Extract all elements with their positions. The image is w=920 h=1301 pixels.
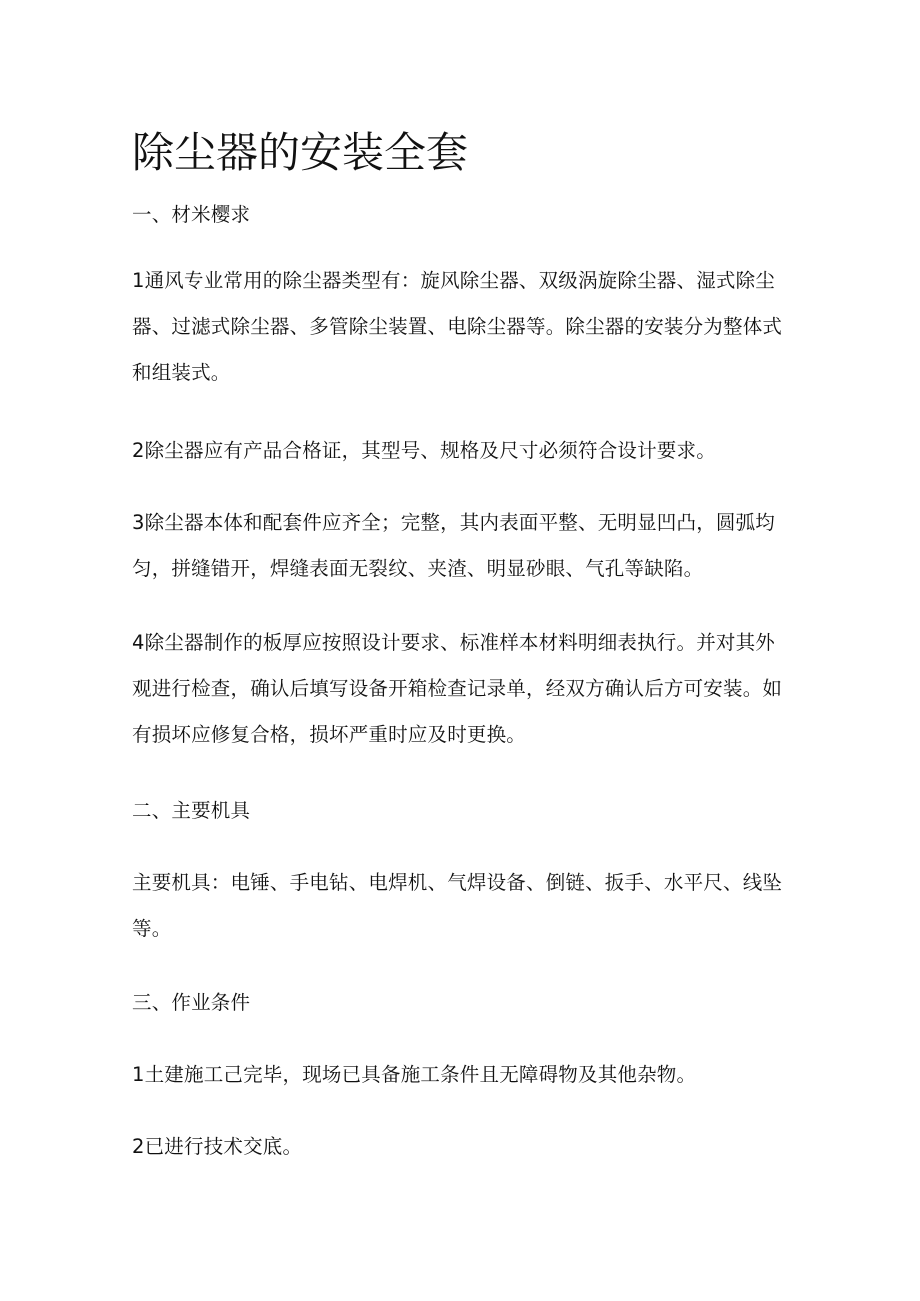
paragraph-certificate: 2除尘器应有产品合格证，其型号、规格及尺寸必须符合设计要求。 bbox=[132, 439, 716, 462]
document-title: 除尘器的安装全套 bbox=[132, 128, 469, 177]
paragraph-inspection-quality: 3除尘器本体和配套件应齐全；完整，其内表面平整、无明显凹凸，圆弧均匀，拼缝错开，焊缝表面无裂纹、夹渣、明显砂眼、气孔等缺陷。 bbox=[132, 511, 776, 580]
section-heading-tools: 二、主要机具 bbox=[132, 799, 251, 822]
paragraph-site-ready: 1土建施工己完毕，现场已具备施工条件且无障碍物及其他杂物。 bbox=[132, 1063, 697, 1086]
paragraph-dust-collector-types: 1通风专业常用的除尘器类型有：旋风除尘器、双级涡旋除尘器、湿式除尘器、过滤式除尘器、多管除尘装置、电除尘器等。除尘器的安装分为整体式和组装式。 bbox=[132, 269, 783, 384]
section-heading-materials: 一、材米樱求 bbox=[132, 203, 251, 226]
paragraph-tools-list: 主要机具：电锤、手电钻、电焊机、气焊设备、倒链、扳手、水平尺、线坠等。 bbox=[132, 871, 783, 940]
paragraph-technical-briefing: 2已进行技术交底。 bbox=[132, 1135, 303, 1158]
section-heading-work-conditions: 三、作业条件 bbox=[132, 991, 251, 1014]
paragraph-plate-thickness: 4除尘器制作的板厚应按照设计要求、标准样本材料明细表执行。并对其外观进行检查，确认后填写设备开箱检查记录单，经双方确认后方可安装。如有损坏应修复合格，损坏严重时应及时更换。 bbox=[132, 631, 783, 746]
